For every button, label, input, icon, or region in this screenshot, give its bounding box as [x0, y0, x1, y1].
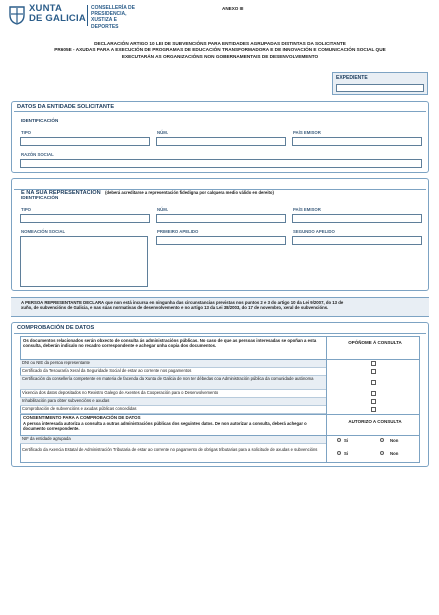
expediente-label: EXPEDIENTE	[336, 75, 368, 81]
declaration-text-2: xuño, de subvencións de Galicia, e nas súas normativas de desenvolvemento e no artigo 13 da Lei 38/2003, do 17 de novembro, xeral de subvencións.	[21, 305, 329, 311]
consent-no-radio[interactable]	[380, 438, 384, 442]
annex-label: ANEXO III	[222, 6, 244, 11]
comprobacion-heading-rule	[14, 333, 426, 334]
authorize-header: AUTORIZO A CONSULTA	[348, 419, 402, 424]
expediente-field[interactable]	[336, 84, 424, 92]
consult-row-label: Inhabilitación para obter subvencións e axudas	[22, 398, 110, 403]
entity-razon-field[interactable]	[20, 159, 422, 168]
comprobacion-heading: COMPROBACIÓN DE DATOS	[17, 325, 95, 331]
representative-tipo-label: TIPO	[21, 207, 32, 212]
representative-num-label: NÚM.	[157, 207, 168, 212]
representative-heading-row	[21, 181, 274, 199]
oppose-checkbox[interactable]	[371, 361, 376, 366]
consent-yes-radio[interactable]	[337, 451, 341, 455]
representative-apelido2-field[interactable]	[292, 236, 422, 245]
consult-row	[20, 390, 326, 398]
entity-heading-rule	[14, 111, 426, 112]
oppose-checkbox[interactable]	[371, 407, 376, 412]
department-line: XUSTIZA E DEPORTES	[91, 17, 119, 30]
declaration-lead: A PERSOA REPRESENTANTE DECLARA	[21, 300, 104, 305]
consent-yes-label: Si	[344, 437, 349, 443]
representative-note: (deberá acreditarse a representación fidedigna por calquera medio válido en dereito)	[105, 190, 274, 195]
logo	[8, 4, 138, 30]
oppose-checkbox[interactable]	[371, 399, 376, 404]
consent-no-label: Non	[390, 450, 399, 456]
entity-razon-label: RAZÓN SOCIAL	[21, 152, 54, 157]
representative-identification-label: IDENTIFICACIÓN	[21, 195, 59, 200]
consent-row-label: NIF da entidade agrupada	[22, 436, 71, 441]
department-line: PRESIDENCIA,	[91, 11, 127, 18]
consult-row-label: Certificado da Tesouraría Xeral da Seguridade Social de estar ao corrente nos pagamentos	[22, 368, 192, 373]
representative-apelido1-field[interactable]	[156, 236, 286, 245]
oppose-checkbox[interactable]	[371, 380, 376, 385]
representative-heading-rule	[14, 189, 426, 190]
entity-tipo-label: TIPO	[21, 130, 32, 135]
consult-row-label: DNI ou NIE da persoa representante	[22, 360, 90, 365]
logo-xunta-text: XUNTA	[29, 3, 63, 14]
consult-row-label: Comprobación de subvencións e axudas públicas concedidas	[22, 406, 137, 411]
declaration-text	[21, 300, 421, 310]
comprobacion-column-rule	[326, 336, 327, 463]
logo-divider	[87, 5, 88, 26]
entity-num-field[interactable]	[156, 137, 286, 146]
consult-row	[20, 368, 326, 376]
entity-pais-label: PAÍS EMISOR	[293, 130, 321, 135]
consult-row-label: Vixencia dos datos depositados no Rexistro Galego de Axentes da Cooperación para o Desenvolvemento	[22, 390, 219, 395]
oppose-header: OPÓÑOME Á CONSULTA	[348, 340, 402, 345]
consult-row	[20, 398, 326, 406]
expediente-box	[332, 72, 428, 95]
consent-no-radio[interactable]	[380, 451, 384, 455]
consult-row-label: Certificación da consellería competente en materia de facenda da Xunta de Galicia de non ter débedas coa Administración pública da comunidade autónoma	[22, 376, 314, 381]
oppose-checkbox[interactable]	[371, 391, 376, 396]
representative-pais-label: PAÍS EMISOR	[293, 207, 321, 212]
form-title	[10, 41, 430, 60]
entity-identification-label: IDENTIFICACIÓN	[21, 118, 59, 123]
representative-nomeacion-field[interactable]	[20, 236, 148, 287]
consult-row	[20, 360, 326, 368]
entity-pais-field[interactable]	[292, 137, 422, 146]
entity-num-label: NÚM.	[157, 130, 168, 135]
representative-num-field[interactable]	[156, 214, 286, 223]
consent-row	[20, 444, 326, 462]
consult-row	[20, 406, 326, 414]
consent-yes-label: Si	[344, 450, 349, 456]
comprobacion-intro: Os documentos relacionados serán obxecto de consulta ás administracións públicas. No caso de que as persoas interesadas se opoñan a esta consulta, deberán indicalo no recadro correspondente e achegar unha copia dos documentos.	[23, 338, 317, 349]
representative-apelido2-label: SEGUNDO APELIDO	[293, 229, 335, 234]
consent-row	[20, 436, 326, 444]
title-line: PR605E - AXUDAS PARA A EXECUCIÓN DE PROGRAMAS DE EDUCACIÓN TRANSFORMADORA E DE INNOVACIÓN E COMUNICACIÓN SOCIAL QUE	[54, 47, 386, 53]
logo-galicia-text: DE GALICIA	[29, 13, 86, 24]
representative-nomeacion-label: NOMEACIÓN SOCIAL	[21, 229, 66, 234]
representative-tipo-field[interactable]	[20, 214, 150, 223]
entity-tipo-field[interactable]	[20, 137, 150, 146]
title-line: DECLARACIÓN ARTIGO 10 LEI DE SUBVENCIÓNS PARA ENTIDADES AGRUPADAS DISTINTAS DA SOLICITANTE	[94, 41, 346, 46]
title-line: EXECUTARÁN AS ORGANIZACIÓNS NON GOBERNAMENTAIS DE DESENVOLVEMENTO	[121, 53, 319, 59]
consent-intro: A persoa interesada autoriza a consulta a outras administracións públicas dos seguintes datos. De non autorizar a consulta, deberá achegar o documento correspondente.	[23, 421, 307, 432]
xunta-emblem-icon	[8, 5, 26, 25]
consult-row	[20, 376, 326, 390]
department-name	[91, 5, 138, 30]
representative-pais-field[interactable]	[292, 214, 422, 223]
representative-heading: E NA SÚA REPRESENTACIÓN	[21, 190, 101, 196]
entity-heading: DATOS DA ENTIDADE SOLICITANTE	[17, 104, 115, 110]
department-line: CONSELLERÍA DE	[91, 5, 135, 11]
representative-apelido1-label: PRIMEIRO APELIDO	[157, 229, 199, 234]
consent-no-label: Non	[390, 437, 399, 443]
oppose-checkbox[interactable]	[371, 369, 376, 374]
declaration-text-1: que non está incursa en ningunha das circunstancias previstas nos puntos 2 e 3 do artigo 10 da Lei 9/2007, do 13 de	[105, 300, 344, 305]
consent-heading: CONSENTIMENTO PARA A COMPROBACIÓN DE DATOS	[23, 415, 141, 420]
consent-row-label: Certificado da Axencia Estatal de Administración Tributaria de estar ao corrente no pagamento de obrigas tributarias para a solicitude de axudas e subvencións	[22, 447, 318, 452]
consent-yes-radio[interactable]	[337, 438, 341, 442]
